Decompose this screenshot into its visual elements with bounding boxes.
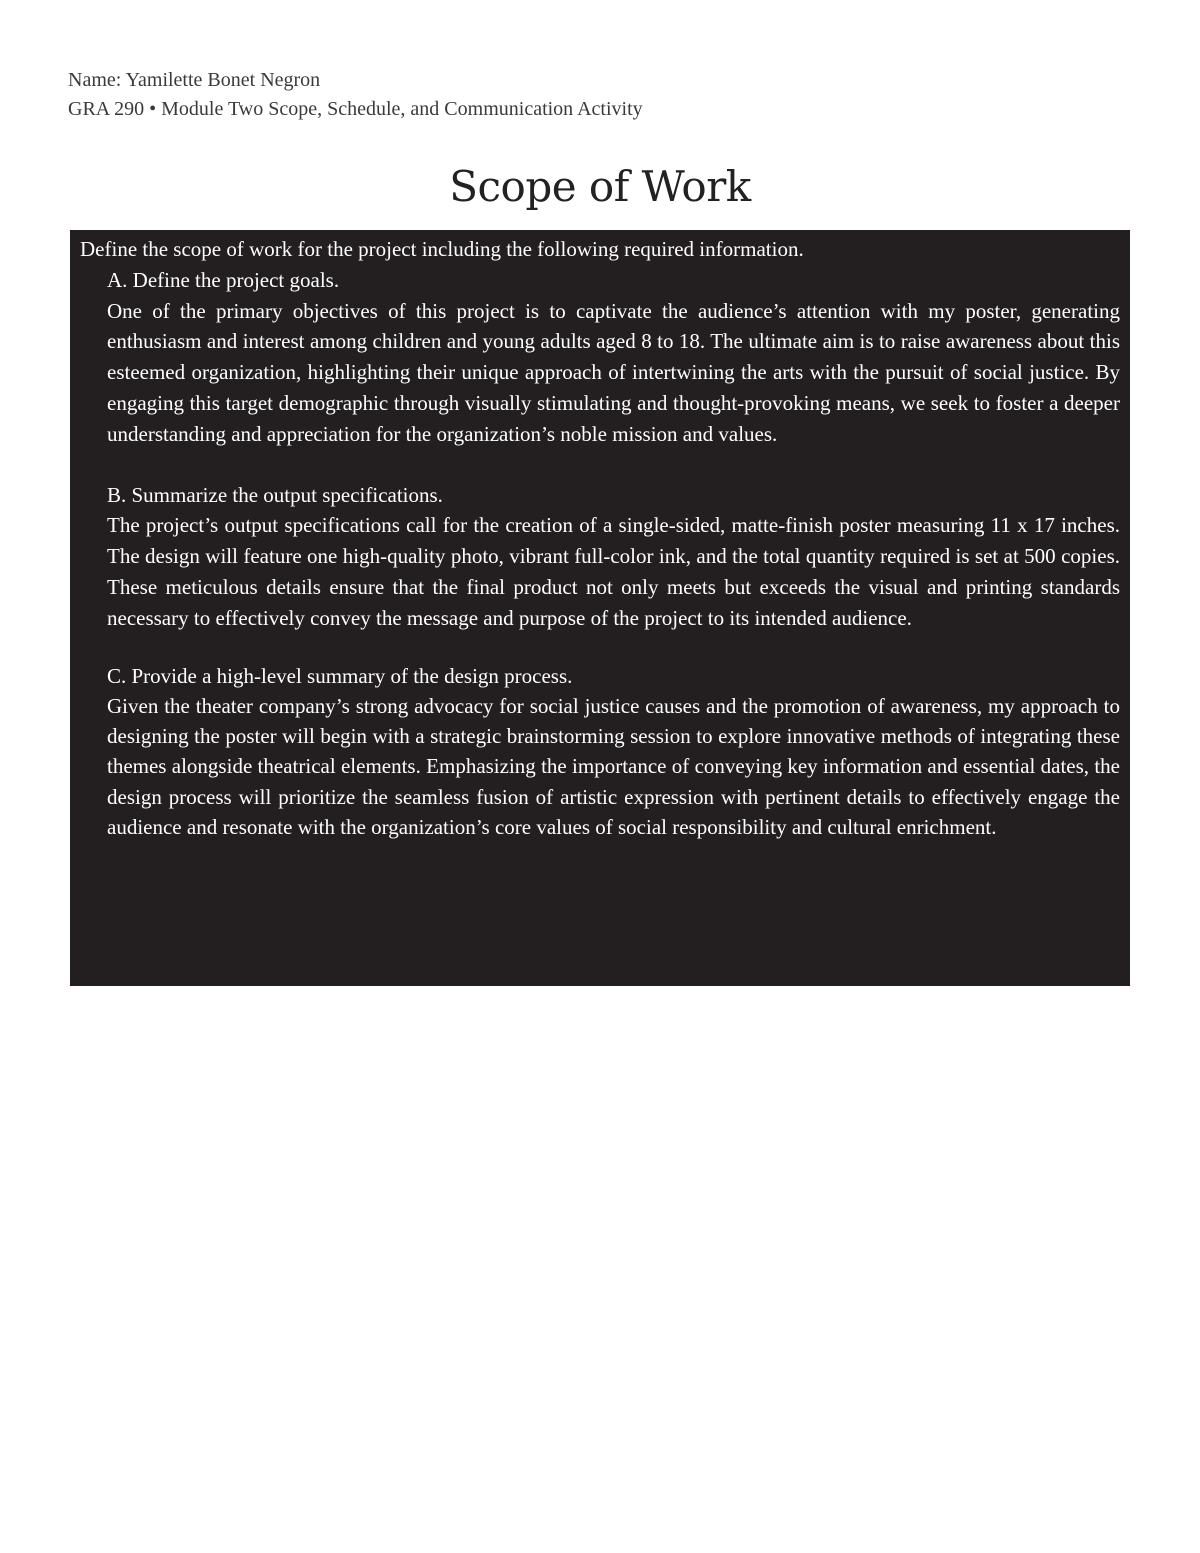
section-design-process [107,662,1120,843]
section-project-goals [107,265,1120,450]
section-body: Given the theater company’s strong advocacy for social justice causes and the promotion of awareness, my approach to designing the poster will begin with a strategic brainstorming session to explore innovative methods of integrating these themes alongside theatrical elements. Emphasizing the importance of conveying key information and essential dates, the design process will prioritize the seamless fusion of artistic expression with pertinent details to effectively engage the audience and resonate with the organization’s core values of social responsibility and cultural enrichment. [107,693,1120,840]
document-header [68,66,643,124]
section-heading: A. Define the project goals. [107,267,340,292]
section-heading: B. Summarize the output specifications. [107,482,443,507]
course-info: GRA 290 • Module Two Scope, Schedule, and Communication Activity [68,98,643,120]
section-heading: C. Provide a high-level summary of the design process. [107,663,573,688]
page-title: Scope of Work [449,162,751,211]
section-body: One of the primary objectives of this project is to captivate the audience’s attention with my poster, generating enthusiasm and interest among children and young adults aged 8 to 18. The ultimate aim is to raise awareness about this esteemed organization, highlighting their unique approach of intertwining the arts with the pursuit of social justice. By engaging this target demographic through visually stimulating and thought-provoking means, we seek to foster a deeper understanding and appreciation for the organization’s noble mission and values. [107,298,1120,446]
scope-of-work-box [70,230,1130,986]
student-name: Name: Yamilette Bonet Negron [68,69,321,91]
section-output-specifications [107,480,1120,634]
section-body: The project’s output specifications call for the creation of a single-sided, matte-finish poster measuring 11 x 17 inches. The design will feature one high-quality photo, vibrant full-color ink, and the total quantity required is set at 500 copies. These meticulous details ensure that the final product not only meets but exceeds the visual and printing standards necessary to effectively convey the message and purpose of the project to its intended audience. [107,513,1120,630]
scope-intro: Define the scope of work for the project including the following required information. [80,237,804,261]
